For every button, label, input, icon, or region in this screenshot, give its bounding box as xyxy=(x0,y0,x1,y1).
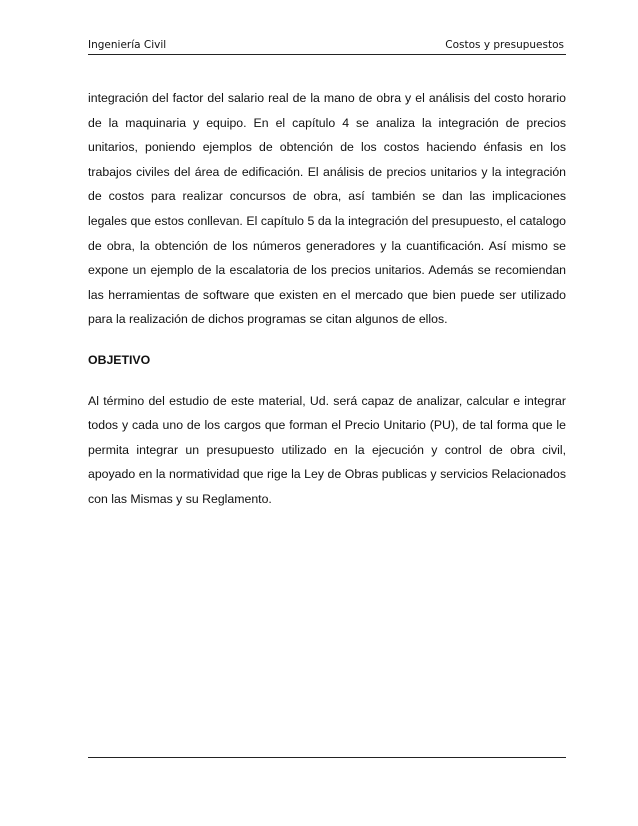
spacer xyxy=(88,332,566,348)
spacer xyxy=(88,373,566,389)
intro-paragraph: integración del factor del salario real de la mano de obra y el análisis del costo horario de la maquinaria y equipo. En el capítulo 4 se analiza la integración de precios unitarios, poniendo ejemplos de obtención de los costos haciendo énfasis en los trabajos civiles del área de edificación. El análisis de precios unitarios y la integración de costos para realizar concursos de obra, así también se dan las implicaciones legales que estos conllevan. El capítulo 5 da la integración del presupuesto, el catalogo de obra, la obtención de los números generadores y la cuantificación. Así mismo se expone un ejemplo de la escalatoria de los precios unitarios. Además se recomiendan las herramientas de software que existen en el mercado que bien puede ser utilizado para la realización de dichos programas se citan algunos de ellos. xyxy=(88,91,566,327)
header-right-text: Costos y presupuestos xyxy=(445,39,564,51)
footer-divider xyxy=(88,757,566,758)
page-header xyxy=(88,36,566,55)
header-left-text: Ingeniería Civil xyxy=(88,39,167,51)
objective-paragraph: Al término del estudio de este material, Ud. será capaz de analizar, calcular e integrar todos y cada uno de los cargos que forman el Precio Unitario (PU), de tal forma que le permita integrar un presupuesto utilizado en la ejecución y control de obra civil, apoyado en la normatividad que rige la Ley de Obras publicas y servicios Relacionados con las Mismas y su Reglamento. xyxy=(88,393,566,506)
body-content xyxy=(88,86,566,512)
section-heading-objetivo: OBJETIVO xyxy=(88,352,151,367)
